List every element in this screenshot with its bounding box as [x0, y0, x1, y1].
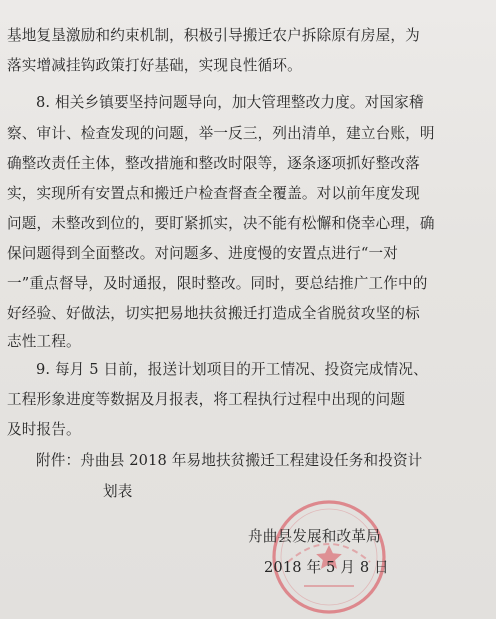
body-text-line: 落实增减挂钩政策打好基础，实现良性循环。: [7, 57, 302, 74]
body-text-line: 保问题得到全面整改。对问题多、进度慢的安置点进行“一对: [7, 245, 398, 262]
body-text-line: 工程形象进度等数据及月报表，将工程执行过程中出现的问题: [7, 391, 406, 408]
item-8-heading-line: 8. 相关乡镇要坚持问题导向，加大管理整改力度。对国家稽: [36, 94, 424, 111]
body-text-line: 基地复垦激励和约束机制，积极引导搬迁农户拆除原有房屋，为: [7, 27, 420, 44]
body-text-line: 确整改责任主体，整改措施和整改时限等，逐条逐项抓好整改落: [7, 155, 420, 172]
body-text-line: 问题，未整改到位的，要盯紧抓实，决不能有松懈和侥幸心理，确: [7, 215, 435, 232]
body-text-line: 好经验、好做法，切实把易地扶贫搬迁打造成全省脱贫攻坚的标: [7, 305, 420, 322]
attachment-line: 附件：舟曲县 2018 年易地扶贫搬迁工程建设任务和投资计: [36, 452, 423, 469]
body-text-line: 察、审计、检查发现的问题，举一反三，列出清单，建立台账，明: [7, 125, 435, 142]
issue-date: 2018 年 5 月 8 日: [264, 559, 389, 576]
official-seal-icon: [270, 498, 388, 616]
issuer-name: 舟曲县发展和改革局: [248, 528, 381, 545]
body-text-line: 一”重点督导，及时通报，限时整改。同时，要总结推广工作中的: [7, 275, 428, 292]
body-text-line: 及时报告。: [7, 421, 81, 438]
body-text-line: 志性工程。: [7, 333, 81, 350]
item-9-heading-line: 9. 每月 5 日前，报送计划项目的开工情况、投资完成情况、: [36, 361, 428, 378]
body-text-line: 实，实现所有安置点和搬迁户检查督查全覆盖。对以前年度发现: [7, 185, 420, 202]
attachment-line: 划表: [103, 483, 133, 500]
